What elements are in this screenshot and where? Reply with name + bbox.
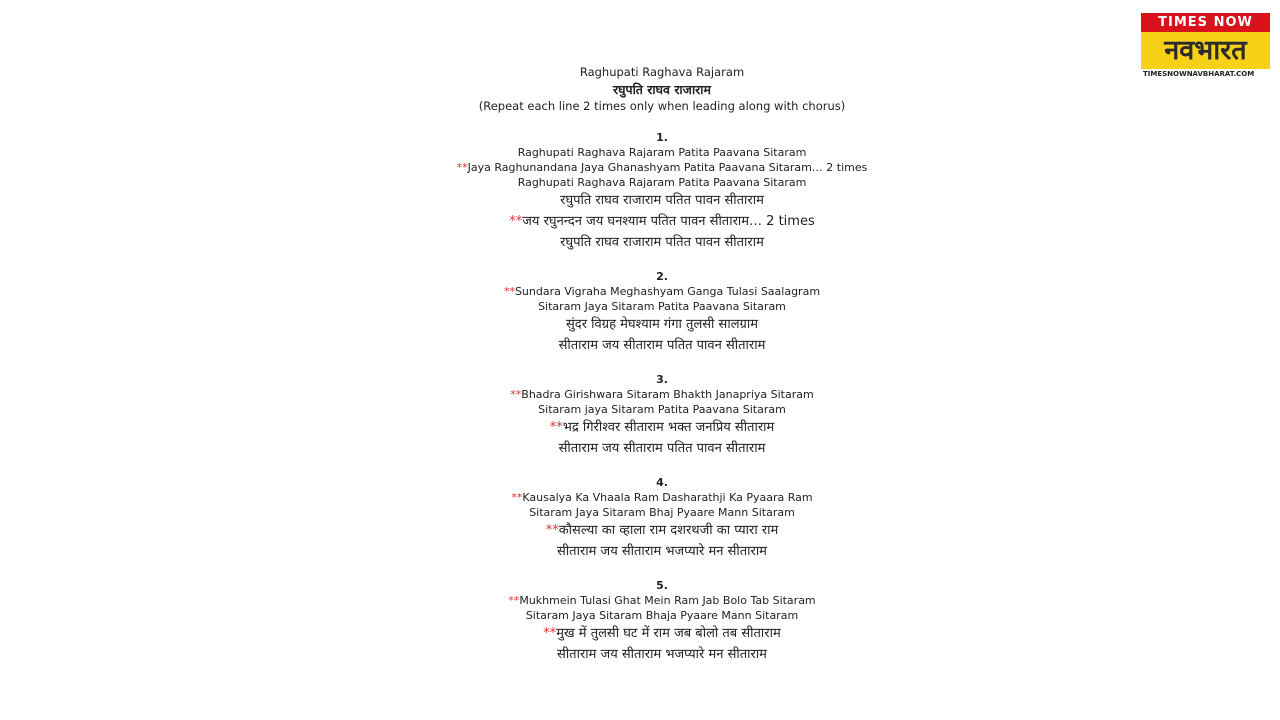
verse-line-text: Raghupati Raghava Rajaram Patita Paavana Sitaram <box>517 146 807 159</box>
logo-url-text: TIMESNOWNAVBHARAT.COM <box>1143 70 1255 78</box>
verse-line-english <box>362 160 962 175</box>
verse-line-text: Kausalya Ka Vhaala Ram Dasharathji Ka Pyaara Ram <box>522 491 813 504</box>
verse-line-hindi <box>362 623 962 644</box>
repeat-marker: ** <box>549 420 563 435</box>
verse-line-text: Sitaram Jaya Sitaram Patita Paavana Sitaram <box>538 300 786 313</box>
times-now-navbharat-logo <box>1141 13 1270 79</box>
repeat-marker: ** <box>456 161 468 174</box>
title-english: Raghupati Raghava Rajaram <box>579 65 745 79</box>
verse-line-hindi <box>362 438 962 459</box>
verse-section <box>362 130 962 253</box>
verse-number: 2. <box>656 270 668 283</box>
verse-line-text: Mukhmein Tulasi Ghat Mein Ram Jab Bolo Tab Sitaram <box>519 594 816 607</box>
logo-middle-text: नवभारत <box>1141 32 1270 69</box>
verse-line-text: Jaya Raghunandana Jaya Ghanashyam Patita Paavana Sitaram… 2 times <box>467 161 868 174</box>
verse-line-english <box>362 284 962 299</box>
verse-line-text: Sundara Vigraha Meghashyam Ganga Tulasi Saalagram <box>514 285 821 298</box>
verse-line-hindi <box>362 211 962 232</box>
verse-line-text: भद्र गिरीश्वर सीताराम भक्त जनप्रिय सीताराम <box>562 420 775 435</box>
verse-line-hindi <box>362 417 962 438</box>
verse-line-text: सीताराम जय सीताराम पतित पावन सीताराम <box>558 441 766 456</box>
verse-line-english <box>362 175 962 190</box>
repeat-marker: ** <box>509 214 523 229</box>
verse-line-english <box>362 593 962 608</box>
repeat-note: (Repeat each line 2 times only when leading along with chorus) <box>478 99 846 113</box>
verse-line-english <box>362 608 962 623</box>
logo-top-text: TIMES NOW <box>1141 13 1270 32</box>
verse-number: 4. <box>656 476 668 489</box>
verse-line-english <box>362 490 962 505</box>
repeat-marker: ** <box>545 523 559 538</box>
verse-section <box>362 372 962 459</box>
repeat-marker: ** <box>508 594 520 607</box>
repeat-marker: ** <box>510 388 522 401</box>
verse-line-text: सीताराम जय सीताराम पतित पावन सीताराम <box>558 338 766 353</box>
verse-line-text: सीताराम जय सीताराम भजप्यारे मन सीताराम <box>557 647 767 662</box>
repeat-marker: ** <box>503 285 515 298</box>
verse-section <box>362 475 962 562</box>
verse-line-text: कौसल्या का व्हाला राम दशरथजी का प्यारा राम <box>558 523 779 538</box>
verse-line-english <box>362 299 962 314</box>
title-hindi: रघुपति राघव राजाराम <box>612 82 712 97</box>
verse-line-text: सीताराम जय सीताराम भजप्यारे मन सीताराम <box>557 544 767 559</box>
verse-line-hindi <box>362 232 962 253</box>
verse-line-hindi <box>362 314 962 335</box>
bhajan-document <box>362 64 962 665</box>
verse-line-text: Bhadra Girishwara Sitaram Bhakth Janapriya Sitaram <box>521 388 814 401</box>
verse-number: 3. <box>656 373 668 386</box>
verse-line-hindi <box>362 541 962 562</box>
verse-line-text: रघुपति राघव राजाराम पतित पावन सीताराम <box>560 193 764 208</box>
verse-line-text: Sitaram jaya Sitaram Patita Paavana Sitaram <box>538 403 786 416</box>
verse-line-hindi <box>362 644 962 665</box>
verse-line-text: Sitaram Jaya Sitaram Bhaja Pyaare Mann Sitaram <box>525 609 799 622</box>
verse-line-text: जय रघुनन्दन जय घनश्याम पतित पावन सीताराम… 2 times <box>522 214 815 229</box>
verse-section <box>362 269 962 356</box>
verse-number: 5. <box>656 579 668 592</box>
verse-line-text: रघुपति राघव राजाराम पतित पावन सीताराम <box>560 235 764 250</box>
verse-line-text: Sitaram Jaya Sitaram Bhaj Pyaare Mann Sitaram <box>529 506 795 519</box>
verse-line-hindi <box>362 520 962 541</box>
verse-line-english <box>362 145 962 160</box>
repeat-marker: ** <box>543 626 557 641</box>
verse-number: 1. <box>656 131 668 144</box>
verse-line-english <box>362 387 962 402</box>
verse-line-text: मुख में तुलसी घट में राम जब बोलो तब सीताराम <box>556 626 781 641</box>
repeat-marker: ** <box>511 491 523 504</box>
verse-sections <box>362 130 962 665</box>
verse-line-english <box>362 505 962 520</box>
verse-line-text: Raghupati Raghava Rajaram Patita Paavana Sitaram <box>517 176 807 189</box>
verse-line-english <box>362 402 962 417</box>
verse-section <box>362 578 962 665</box>
verse-line-hindi <box>362 335 962 356</box>
verse-line-hindi <box>362 190 962 211</box>
verse-line-text: सुंदर विग्रह मेघश्याम गंगा तुलसी सालग्राम <box>566 317 758 332</box>
